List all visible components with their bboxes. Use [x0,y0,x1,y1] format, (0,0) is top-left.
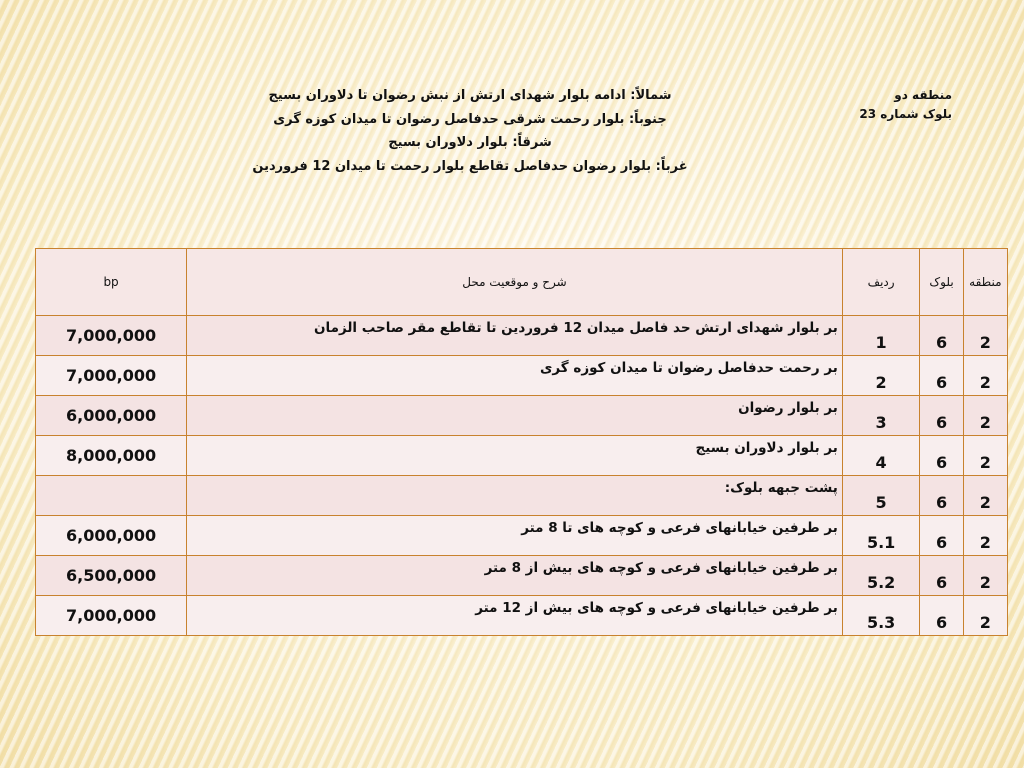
cell-bp: 8,000,000 [36,436,187,476]
cell-mantaghe: 2 [963,556,1007,596]
header-description: شرح و موقعیت محل [187,249,843,316]
cell-description: بر طرفین خیابانهای فرعی و کوچه های بیش از 12 متر [187,596,843,636]
cell-blok: 6 [920,476,963,516]
cell-bp: 6,500,000 [36,556,187,596]
cell-bp: 7,000,000 [36,316,187,356]
table-row [36,476,1008,516]
cell-mantaghe: 2 [963,596,1007,636]
cell-description: بر بلوار دلاوران بسیج [187,436,843,476]
boundary-east: شرقاً: بلوار دلاوران بسیج [388,135,552,150]
cell-mantaghe: 2 [963,396,1007,436]
cell-radif: 2 [842,356,920,396]
table-row [36,596,1008,636]
cell-mantaghe: 2 [963,436,1007,476]
cell-blok: 6 [920,356,963,396]
cell-blok: 6 [920,396,963,436]
cell-blok: 6 [920,516,963,556]
boundary-north: شمالاً: ادامه بلوار شهدای ارتش از نبش رضوان تا دلاوران بسیج [268,88,672,103]
cell-blok: 6 [920,596,963,636]
cell-mantaghe: 2 [963,516,1007,556]
cell-blok: 6 [920,316,963,356]
cell-description: بر رحمت حدفاصل رضوان تا میدان کوزه گری [187,356,843,396]
cell-bp: 7,000,000 [36,356,187,396]
cell-description: بر طرفین خیابانهای فرعی و کوچه های تا 8 متر [187,516,843,556]
cell-bp [36,476,187,516]
table-row [36,396,1008,436]
block-boundaries [200,84,740,178]
cell-radif: 5.2 [842,556,920,596]
cell-mantaghe: 2 [963,476,1007,516]
block-number: بلوک شماره 23 [859,107,952,121]
cell-radif: 4 [842,436,920,476]
cell-radif: 5 [842,476,920,516]
cell-blok: 6 [920,436,963,476]
cell-bp: 6,000,000 [36,516,187,556]
cell-mantaghe: 2 [963,356,1007,396]
boundary-south: جنوباً: بلوار رحمت شرقی حدفاصل رضوان تا میدان کوزه گری [273,111,667,127]
table-row [36,356,1008,396]
table-row [36,556,1008,596]
table-row [36,316,1008,356]
header-radif: ردیف [842,249,920,316]
cell-blok: 6 [920,556,963,596]
cell-mantaghe: 2 [963,316,1007,356]
boundary-west: غرباً: بلوار رضوان حدفاصل تقاطع بلوار رحمت تا میدان 12 فروردین [252,158,688,174]
cell-radif: 5.3 [842,596,920,636]
region-name: منطقه دو [894,88,952,102]
table-header-row [36,249,1008,316]
cell-description: بر طرفین خیابانهای فرعی و کوچه های بیش از 8 متر [187,556,843,596]
cell-bp: 7,000,000 [36,596,187,636]
price-table [35,248,1008,636]
cell-description: بر بلوار رضوان [187,396,843,436]
cell-description: پشت جبهه بلوک: [187,476,843,516]
region-block-label [832,86,952,124]
header-mantaghe: منطقه [963,249,1007,316]
cell-description: بر بلوار شهدای ارتش حد فاصل میدان 12 فروردین تا تقاطع مقر صاحب الزمان [187,316,843,356]
table-row [36,516,1008,556]
header-bp: bp [36,249,187,316]
cell-bp: 6,000,000 [36,396,187,436]
table-row [36,436,1008,476]
header-blok: بلوک [920,249,963,316]
cell-radif: 3 [842,396,920,436]
cell-radif: 5.1 [842,516,920,556]
cell-radif: 1 [842,316,920,356]
